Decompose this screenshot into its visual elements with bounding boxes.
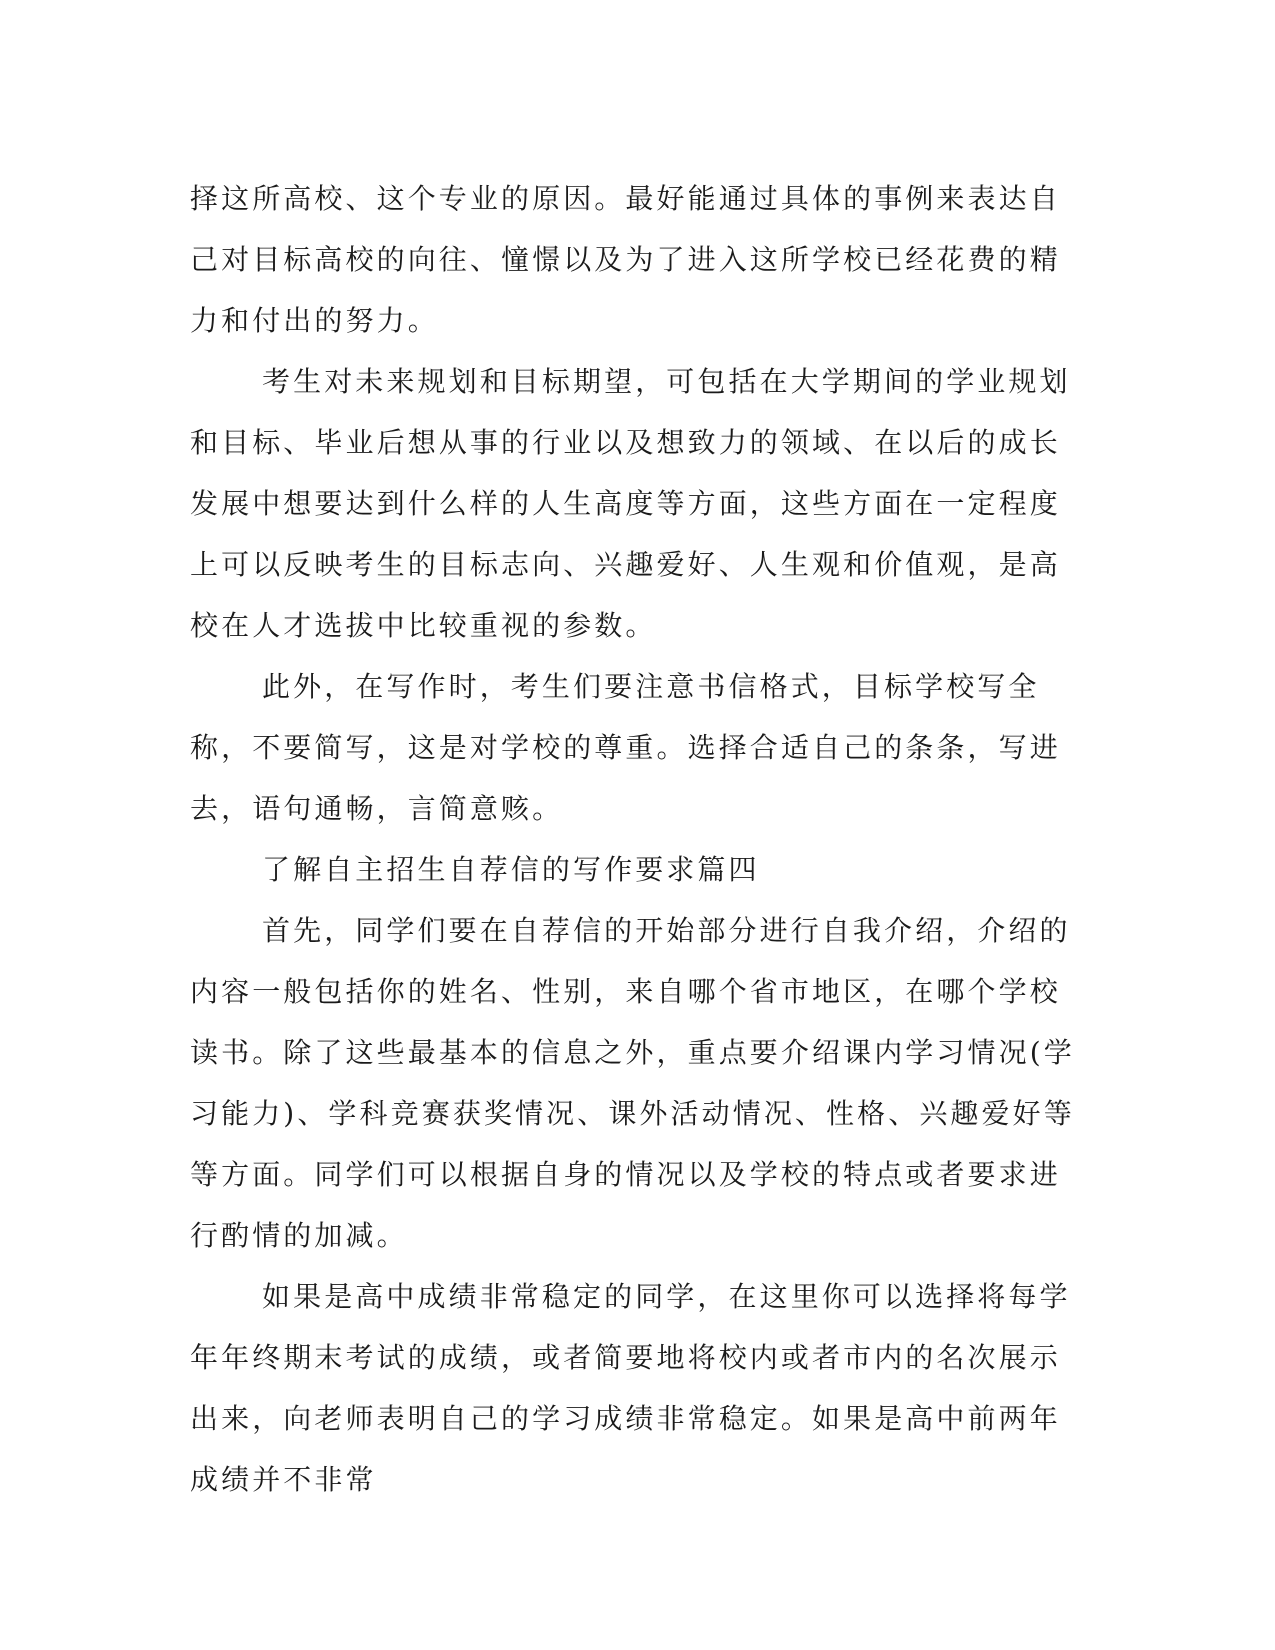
paragraph-1: 择这所高校、这个专业的原因。最好能通过具体的事例来表达自己对目标高校的向往、憧憬以及为了进入这所学校已经花费的精力和付出的努力。: [190, 182, 1061, 337]
paragraph-5: 如果是高中成绩非常稳定的同学，在这里你可以选择将每学年年终期末考试的成绩，或者简要地将校内或者市内的名次展示出来，向老师表明自己的学习成绩非常稳定。如果是高中前两年成绩并不非常: [190, 1280, 1071, 1496]
paragraph-3: 此外，在写作时，考生们要注意书信格式，目标学校写全称，不要简写，这是对学校的尊重。选择合适自己的条条，写进去，语句通畅，言简意赅。: [190, 670, 1061, 825]
section-heading: 了解自主招生自荐信的写作要求篇四: [262, 853, 760, 886]
paragraph-4: 首先，同学们要在自荐信的开始部分进行自我介绍，介绍的内容一般包括你的姓名、性别，来自哪个省市地区，在哪个学校读书。除了这些最基本的信息之外，重点要介绍课内学习情况(学习能力)、学科竞赛获奖情况、课外活动情况、性格、兴趣爱好等等方面。同学们可以根据自身的情况以及学校的特点或者要求进行酌情的加减。: [190, 914, 1075, 1252]
paragraph-2: 考生对未来规划和目标期望，可包括在大学期间的学业规划和目标、毕业后想从事的行业以及想致力的领域、在以后的成长发展中想要达到什么样的人生高度等方面，这些方面在一定程度上可以反映考生的目标志向、兴趣爱好、人生观和价值观，是高校在人才选拔中比较重视的参数。: [190, 365, 1071, 642]
document-body: [190, 168, 1085, 1510]
